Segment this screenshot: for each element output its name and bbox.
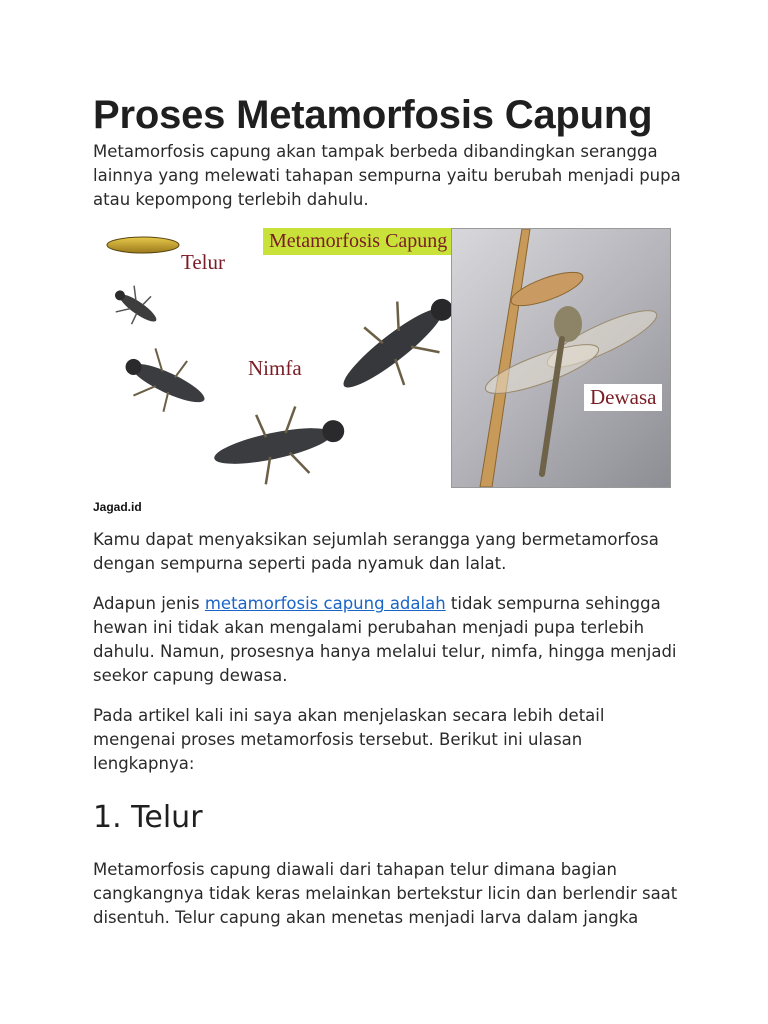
- paragraph-3: Pada artikel kali ini saya akan menjelaskan secara lebih detail mengenai proses metamorfosis tersebut. Berikut ini ulasan lengkapnya:: [93, 706, 605, 773]
- paragraph-2-lead: Adapun jenis: [93, 594, 205, 613]
- figure-title: Metamorfosis Capung: [263, 228, 453, 255]
- label-dewasa: Dewasa: [584, 384, 662, 411]
- intro-paragraph: Metamorfosis capung akan tampak berbeda dibandingkan serangga lainnya yang melewati tahapan sempurna yaitu berubah menjadi pupa atau kepompong terlebih dahulu.: [93, 142, 681, 209]
- nymph-small: [106, 279, 166, 335]
- label-nimfa: Nimfa: [248, 356, 302, 380]
- nymph-medium: [114, 338, 216, 425]
- egg-shape: [107, 237, 179, 253]
- nymph-large: [207, 398, 352, 494]
- section-telur-text: Metamorfosis capung diawali dari tahapan telur dimana bagian cangkangnya tidak keras melainkan bertekstur licin dan berlendir saat disentuh. Telur capung akan menetas menjadi larva dalam jangka: [93, 860, 678, 927]
- label-telur: Telur: [181, 250, 226, 274]
- section-heading-telur: 1. Telur: [93, 800, 203, 835]
- article: [93, 90, 683, 946]
- dragonfly-drawing: [452, 229, 670, 487]
- paragraph-2-rest: tidak sempurna sehingga hewan ini tidak akan mengalami perubahan menjadi pupa terlebih dahulu. Namun, prosesnya hanya melalui telur, nimfa, hingga menjadi seekor capung dewasa.: [93, 594, 677, 685]
- article-title: Proses Metamorfosis Capung: [93, 93, 653, 137]
- figure-caption: Jagad.id: [93, 500, 142, 514]
- adult-dragonfly-photo: [451, 228, 671, 488]
- metamorphosis-figure: [93, 228, 683, 498]
- paragraph-2: [93, 592, 683, 688]
- metamorfosis-link[interactable]: metamorfosis capung adalah: [204, 594, 446, 613]
- paragraph-1: Kamu dapat menyaksikan sejumlah serangga yang bermetamorfosa dengan sempurna seperti pada nyamuk dan lalat.: [93, 530, 659, 573]
